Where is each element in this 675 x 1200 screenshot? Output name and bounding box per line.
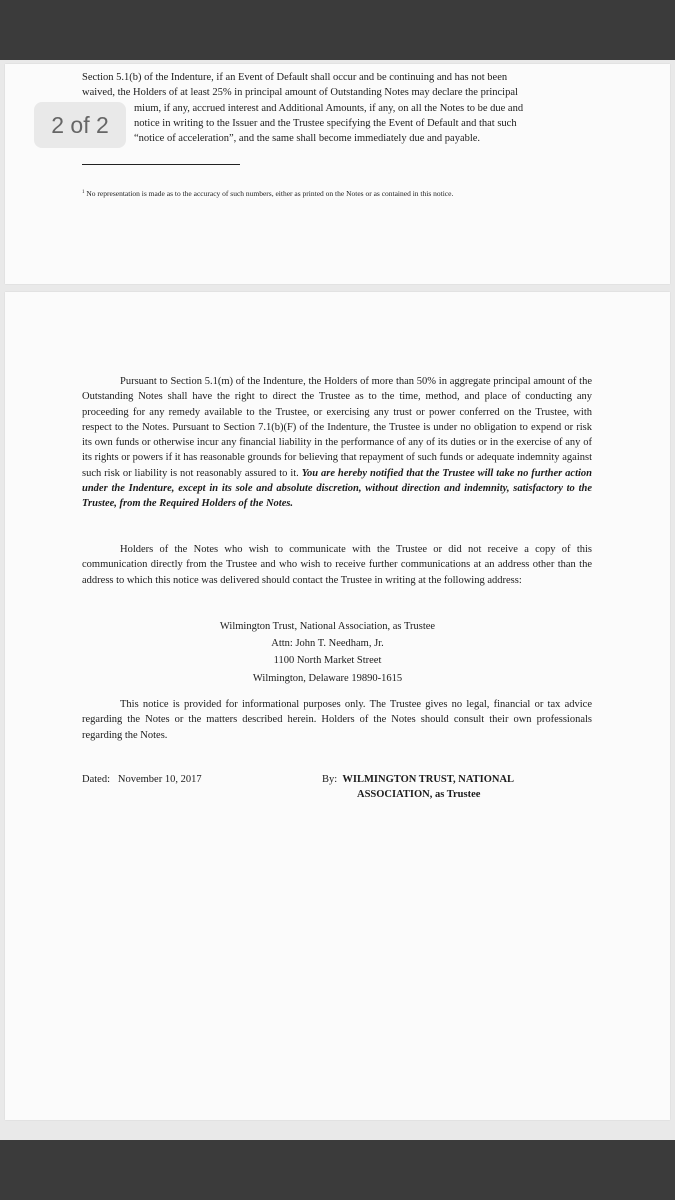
signatory-title: ASSOCIATION, as Trustee <box>357 789 481 800</box>
page1-line: notice in writing to the Issuer and the Trustee specifying the Event of Default and that such <box>134 117 517 129</box>
emphasis-notice: You are hereby notified that the Trustee will take no further action under the Indenture, except in its sole and absolute discretion, without direction and indemnity, satisfactory to the Trustee, from the Required Holders of the Notes. <box>82 467 592 510</box>
address-line: Wilmington Trust, National Association, as Trustee <box>219 621 436 632</box>
address-line: 1100 North Market Street <box>273 655 382 667</box>
page1-text <box>82 70 592 146</box>
paragraph-text: Pursuant to Section 5.1(m) of the Indenture, the Holders of more than 50% in aggregate principal amount of the Outstanding Notes shall have the right to direct the Trustee as to the time, method, and place of conducting any proceeding for any remedy available to the Trustee, or exercising any trust or power conferred on the Trustee, with respect to the Notes. Pursuant to Section 7.1(b)(F) of the Indenture, the Trustee is under no obligation to expend or risk its own funds or otherwise incur any financial liability in the performance of any of its duties or in the exercise of any of its rights or powers if it has reasonable grounds for believing that repayment of such funds or adequate indemnity against such risk or liability is not reasonably assured to it. <box>82 376 592 479</box>
dated-label: Dated: <box>82 774 110 785</box>
paragraph-direction-rights <box>82 374 592 512</box>
viewer-top-bar <box>0 0 675 60</box>
page1-line: mium, if any, accrued interest and Additional Amounts, if any, on all the Notes to be due and <box>134 102 524 114</box>
viewer-bottom-bar <box>0 1140 675 1200</box>
by-label: By: <box>322 774 338 785</box>
dated-line <box>82 772 202 787</box>
paragraph-contact: Holders of the Notes who wish to communicate with the Trustee or did not receive a copy of this communication directly from the Trustee and who wish to receive further communications at an address other than the address to which this notice was delivered should contact the Trustee in writing at the following address: <box>82 544 592 586</box>
signatory-name: WILMINGTON TRUST, NATIONAL <box>342 774 515 785</box>
footnote-text: No representation is made as to the accuracy of such numbers, either as printed on the Notes or as contained in this notice. <box>86 189 454 198</box>
address-line: Wilmington, Delaware 19890-1615 <box>252 672 403 684</box>
trustee-address <box>200 618 455 687</box>
paragraph-disclaimer: This notice is provided for informational purposes only. The Trustee gives no legal, financial or tax advice regarding the Notes or the matters described herein. Holders of the Notes should consult their own professionals regarding the Notes. <box>82 699 592 741</box>
page1-line: Section 5.1(b) of the Indenture, if an Event of Default shall occur and be continuing and has not been <box>82 72 508 83</box>
page1-line: waived, the Holders of at least 25% in principal amount of Outstanding Notes may declare the principal <box>82 87 518 99</box>
dated-value: November 10, 2017 <box>117 774 202 785</box>
address-line: Attn: John T. Needham, Jr. <box>271 638 384 650</box>
page1-line: “notice of acceleration”, and the same shall become immediately due and payable. <box>134 133 481 145</box>
footnote-marker: 1 <box>82 190 85 195</box>
page-indicator: 2 of 2 <box>34 102 126 148</box>
signature-block <box>322 772 514 802</box>
footnote <box>82 188 602 199</box>
footnote-divider <box>82 164 240 165</box>
